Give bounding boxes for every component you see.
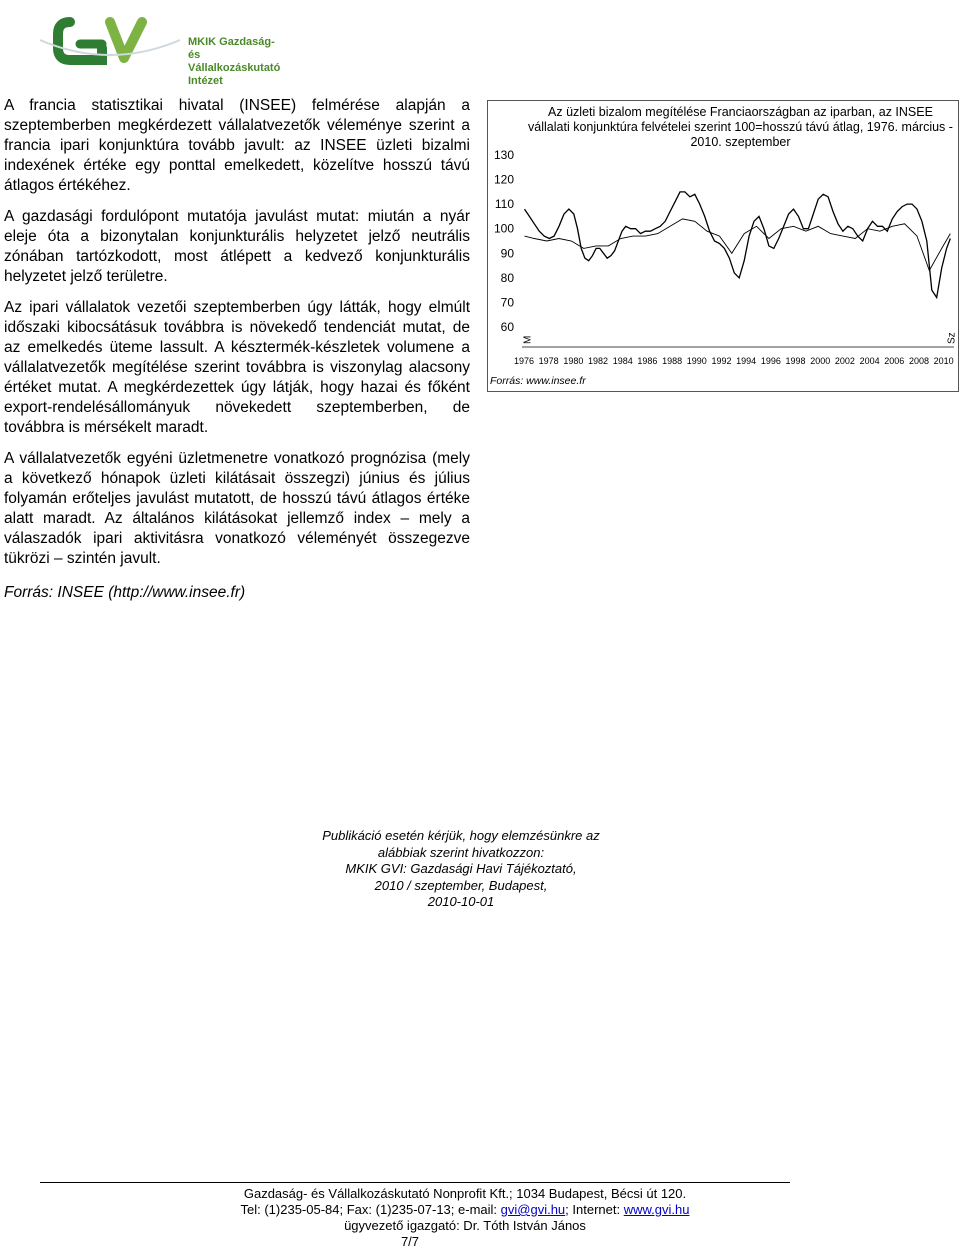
paragraph: A gazdasági fordulópont mutatója javulást mutat: miután a nyár eleje óta a bizonytalan konjunkturális helyzetet jelző neutrális zónában tartózkodott, most átlépett a kedvező konjunkturális helyzetet jelző területre.	[4, 208, 470, 285]
logo-line2: Vállalkozáskutató Intézet	[188, 62, 281, 87]
citation-line: Publikáció esetén kérjük, hogy elemzésünkre az	[322, 828, 600, 843]
citation-block	[296, 828, 626, 911]
citation-line: 2010-10-01	[427, 894, 495, 909]
footer	[130, 1186, 800, 1234]
footer-address: Gazdaság- és Vállalkozáskutató Nonprofit Kft.; 1034 Budapest, Bécsi út 120.	[243, 1186, 687, 1201]
citation-line: 2010 / szeptember, Budapest,	[374, 877, 548, 893]
y-tick-label: 130	[493, 148, 514, 162]
x-tick-label: 1990	[686, 356, 707, 366]
x-tick-label: 1986	[637, 356, 658, 366]
chart-source: Forrás: www.insee.fr	[490, 375, 586, 387]
x-tick-label: 2004	[859, 356, 880, 366]
footer-director: ügyvezető igazgató: Dr. Tóth István János	[344, 1218, 586, 1233]
x-tick-label: 1976	[513, 356, 535, 366]
x-tick-label: 2006	[884, 356, 905, 366]
x-tick-label: 1980	[563, 356, 584, 366]
x-tick-label: 2008	[908, 356, 929, 366]
footer-tel: Tel: (1)235-05-84; Fax: (1)235-07-13; e-mail:	[240, 1202, 498, 1217]
start-month-label: M	[522, 335, 534, 344]
x-tick-label: 1998	[785, 356, 806, 366]
y-tick-label: 70	[500, 295, 514, 310]
x-tick-label: 1996	[760, 356, 781, 366]
x-tick-label: 2000	[810, 356, 831, 366]
y-tick-label: 90	[500, 246, 514, 261]
paragraph: A francia statisztikai hivatal (INSEE) felmérése alapján a szeptemberben megkérdezett vállalatvezetők véleménye szerint a francia ipari konjunktúra tovább javult: az INSEE üzleti bizalmi indexének értéke egy ponttal emelkedett, közelítve hosszú távú átlagos értékéhez.	[4, 97, 470, 194]
footer-contact	[130, 1202, 800, 1218]
y-tick-label: 110	[494, 197, 514, 212]
email-link[interactable]: gvi@gvi.hu	[500, 1202, 566, 1217]
paragraph: Az ipari vállalatok vezetői szeptemberben úgy látták, hogy elmúlt időszaki kibocsátásuk továbbra is növekedő tendenciát mutat, de az emelkedés üteme lassult. A késztermék-készletek volumene a vállalatvezetők megítélése szerint továbbra is viszonylag alacsony értéket mutat. A megkérdezettek úgy látják, hogy hazai és főként export-rendelésállományuk növekedett szeptemberben, de továbbra is mérsékelt maradt.	[4, 299, 470, 436]
y-tick-label: 60	[500, 320, 514, 334]
business-confidence-chart	[487, 100, 959, 392]
footer-divider	[40, 1182, 790, 1183]
page-number: 7/7	[400, 1234, 420, 1249]
citation-line: alábbiak szerint hivatkozzon:	[377, 844, 545, 860]
x-tick-label: 2002	[834, 356, 855, 366]
y-tick-label: 100	[493, 221, 514, 236]
x-tick-label: 1992	[711, 356, 732, 366]
footer-internet-label: ; Internet:	[565, 1202, 621, 1217]
citation-line: MKIK GVI: Gazdasági Havi Tájékoztató,	[345, 861, 577, 876]
end-month-label: Sz	[946, 332, 958, 344]
x-tick-label: 2010	[933, 356, 954, 366]
chart-title: Az üzleti bizalom megítélése Franciaországban az iparban, az INSEE vállalati konjunktúra felvételei szerint 100=hosszú távú átlag, 1976. március - 2010. szeptember	[528, 105, 953, 149]
paragraph: A vállalatvezetők egyéni üzletmenetre vonatkozó prognózisa (mely a következő hónapok üzleti kilátásait összegzi) június és július folyamán erőteljes javulást mutatott, de hosszú távú átlagos értéke alatt maradt. Az általános kilátásokat jellemző index – mely a válaszadók ipari aktivitásra vonatkozó véleményét összegezve tükrözi – szintén javult.	[4, 450, 470, 567]
source-note: Forrás: INSEE (http://www.insee.fr)	[4, 584, 246, 601]
x-tick-label: 1988	[662, 356, 683, 366]
logo-line1: MKIK Gazdaság- és	[188, 36, 275, 61]
gvi-logo	[40, 0, 290, 87]
website-link[interactable]: www.gvi.hu	[623, 1202, 690, 1217]
x-tick-label: 1982	[588, 356, 609, 366]
x-tick-label: 1994	[736, 356, 757, 366]
x-tick-label: 1978	[538, 356, 559, 366]
y-tick-label: 80	[500, 270, 514, 285]
x-tick-label: 1984	[612, 356, 633, 366]
article-body	[4, 96, 470, 614]
series-line	[525, 219, 951, 271]
y-tick-label: 120	[493, 172, 514, 187]
